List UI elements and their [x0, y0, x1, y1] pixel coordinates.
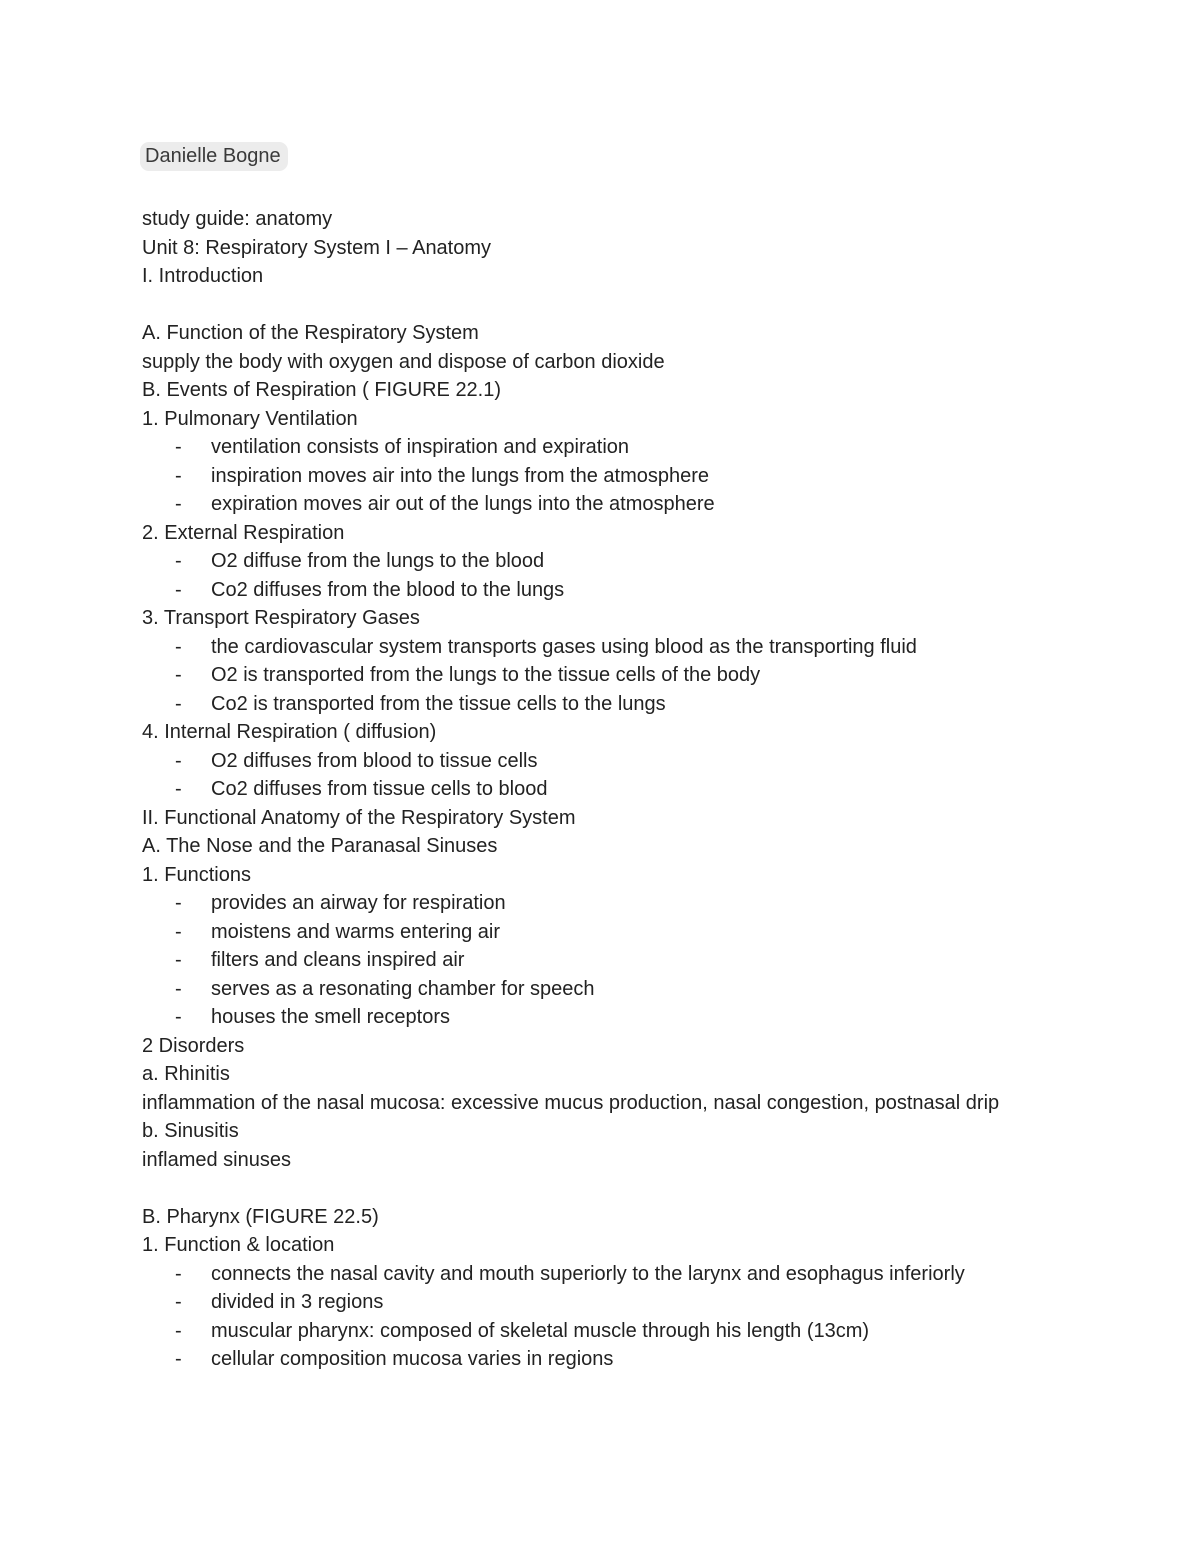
bullet-text: O2 diffuses from blood to tissue cells	[211, 749, 538, 772]
text-line: 3. Transport Respiratory Gases	[142, 607, 420, 629]
bullet-text: serves as a resonating chamber for speech	[211, 977, 595, 1000]
bullet-dash: -	[175, 550, 182, 572]
bullet-dash: -	[175, 578, 182, 601]
bullet-item	[142, 490, 1062, 519]
blank-line	[142, 291, 1062, 320]
bullet-item	[142, 1317, 1062, 1346]
bullet-dash: -	[175, 1262, 182, 1285]
bullet-text: connects the nasal cavity and mouth superiorly to the larynx and esophagus inferiorly	[211, 1262, 965, 1285]
bullet-item	[142, 918, 1062, 947]
bullet-item	[142, 747, 1062, 776]
bullet-dash: -	[175, 464, 182, 487]
bullet-item	[142, 462, 1062, 491]
bullet-text: O2 diffuse from the lungs to the blood	[211, 550, 545, 572]
text-line: b. Sinusitis	[142, 1120, 239, 1142]
text-line: II. Functional Anatomy of the Respiratory System	[142, 806, 576, 829]
text-line: study guide: anatomy	[142, 208, 333, 230]
bullet-text: divided in 3 regions	[211, 1291, 384, 1313]
bullet-dash: -	[175, 778, 182, 800]
bullet-item	[142, 1288, 1062, 1317]
text-line: 1. Functions	[142, 863, 251, 886]
text-line: 4. Internal Respiration ( diffusion)	[142, 721, 437, 743]
text-line: 2. External Respiration	[142, 521, 345, 544]
bullet-text: muscular pharynx: composed of skeletal muscle through his length (13cm)	[211, 1319, 870, 1342]
document-page	[142, 142, 1062, 1374]
bullet-dash: -	[175, 949, 182, 971]
bullet-text: expiration moves air out of the lungs into the atmosphere	[211, 493, 715, 515]
bullet-text: filters and cleans inspired air	[211, 949, 465, 971]
bullet-dash: -	[175, 920, 182, 943]
text-line: 1. Pulmonary Ventilation	[142, 407, 358, 430]
bullet-item	[142, 1003, 1062, 1032]
bullet-item	[142, 1260, 1062, 1289]
bullet-dash: -	[175, 493, 182, 515]
bullet-text: the cardiovascular system transports gases using blood as the transporting fluid	[211, 635, 917, 658]
text-line: B. Events of Respiration ( FIGURE 22.1)	[142, 379, 502, 401]
bullet-text: inspiration moves air into the lungs from the atmosphere	[211, 464, 710, 487]
text-line: Unit 8: Respiratory System I – Anatomy	[142, 236, 492, 259]
bullet-item	[142, 946, 1062, 975]
bullet-text: O2 is transported from the lungs to the tissue cells of the body	[211, 664, 761, 686]
bullet-text: Co2 diffuses from tissue cells to blood	[211, 778, 548, 800]
bullet-dash: -	[175, 635, 182, 658]
bullet-text: provides an airway for respiration	[211, 892, 506, 914]
bullet-dash: -	[175, 977, 182, 1000]
bullet-item	[142, 661, 1062, 690]
bullet-dash: -	[175, 1348, 182, 1370]
text-line: I. Introduction	[142, 265, 264, 287]
bullet-text: Co2 is transported from the tissue cells to the lungs	[211, 692, 666, 715]
blank-line	[142, 1174, 1062, 1203]
bullet-dash: -	[175, 749, 182, 772]
bullet-item	[142, 889, 1062, 918]
bullet-item	[142, 1345, 1062, 1374]
author-chip[interactable]: Danielle Bogne	[140, 142, 288, 171]
text-line: B. Pharynx (FIGURE 22.5)	[142, 1205, 379, 1228]
bullet-item	[142, 433, 1062, 462]
bullet-text: ventilation consists of inspiration and expiration	[211, 436, 630, 458]
bullet-dash: -	[175, 892, 182, 914]
bullet-dash: -	[175, 436, 182, 458]
bullet-dash: -	[175, 1006, 182, 1028]
bullet-text: Co2 diffuses from the blood to the lungs	[211, 578, 565, 601]
bullet-item	[142, 775, 1062, 804]
bullet-text: moistens and warms entering air	[211, 920, 501, 943]
text-line: 2 Disorders	[142, 1034, 245, 1057]
bullet-item	[142, 633, 1062, 662]
bullet-dash: -	[175, 664, 182, 686]
bullet-item	[142, 690, 1062, 719]
bullet-item	[142, 975, 1062, 1004]
bullet-text: cellular composition mucosa varies in regions	[211, 1348, 614, 1370]
text-line: 1. Function & location	[142, 1234, 335, 1256]
bullet-text: houses the smell receptors	[211, 1006, 451, 1028]
bullet-dash: -	[175, 692, 182, 715]
bullet-item	[142, 576, 1062, 605]
bullet-item	[142, 547, 1062, 576]
bullet-dash: -	[175, 1291, 182, 1313]
text-line: supply the body with oxygen and dispose of carbon dioxide	[142, 350, 665, 373]
text-line: inflamed sinuses	[142, 1148, 291, 1171]
text-line: A. The Nose and the Paranasal Sinuses	[142, 835, 498, 857]
text-line: a. Rhinitis	[142, 1063, 230, 1085]
document-body	[142, 205, 1062, 1374]
bullet-dash: -	[175, 1319, 182, 1342]
text-line: A. Function of the Respiratory System	[142, 322, 479, 344]
text-line: inflammation of the nasal mucosa: excessive mucus production, nasal congestion, postnasal drip	[142, 1091, 1000, 1114]
